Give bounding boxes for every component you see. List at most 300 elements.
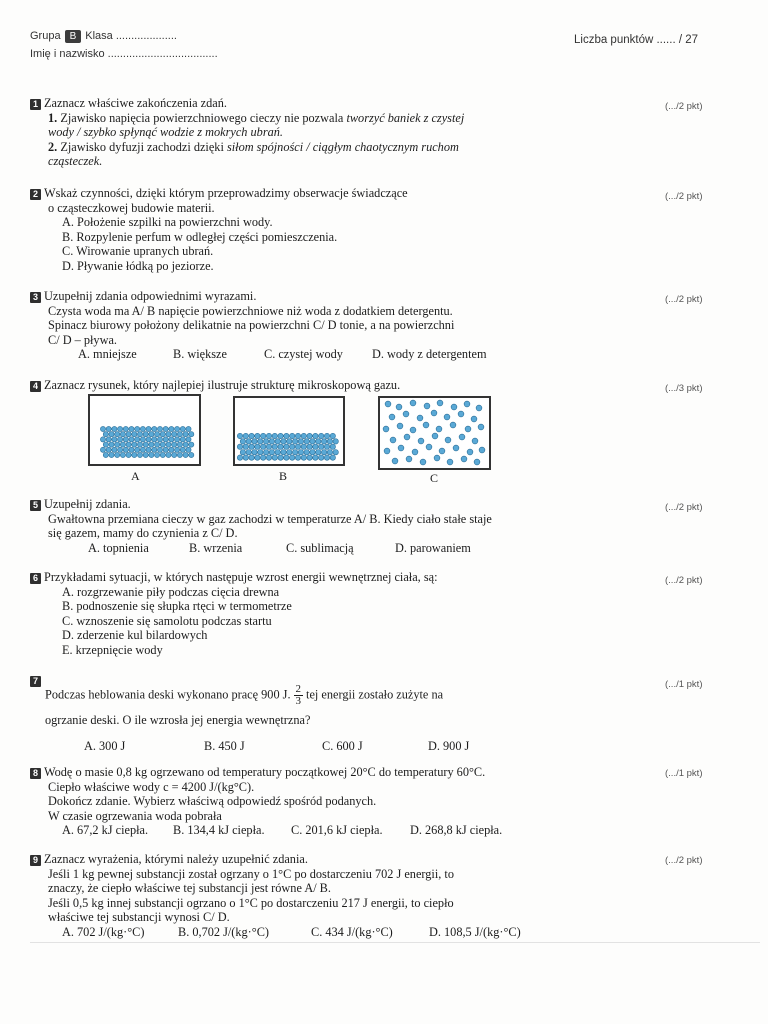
particle — [100, 447, 105, 452]
particle — [120, 452, 125, 457]
particle — [183, 432, 188, 437]
figure-a-liquid-packed[interactable] — [88, 394, 201, 466]
particle — [330, 444, 335, 449]
question-1 — [30, 96, 590, 169]
particle — [384, 448, 390, 454]
answer-option[interactable]: C. 600 J — [322, 739, 363, 754]
particle — [175, 437, 180, 442]
particle — [479, 447, 485, 453]
statement-line: Spinacz biurowy położony delikatnie na powierzchni C/ D tonie, a na powierzchni — [48, 318, 455, 333]
particle — [157, 426, 162, 431]
particle — [106, 426, 111, 431]
particle — [118, 437, 123, 442]
particle — [266, 433, 271, 438]
particle — [143, 452, 148, 457]
particle — [301, 455, 306, 460]
answer-option[interactable]: A. 300 J — [84, 739, 126, 754]
particle — [290, 455, 295, 460]
particle — [175, 447, 180, 452]
answer-option[interactable]: A. 702 J/(kg·°C) — [62, 924, 145, 939]
particle — [316, 439, 321, 444]
particle — [272, 433, 277, 438]
particle — [327, 439, 332, 444]
particle — [390, 437, 396, 443]
answer-option[interactable]: E. krzepnięcie wody — [62, 642, 163, 657]
particle — [424, 403, 430, 409]
particle — [321, 439, 326, 444]
answer-choice[interactable]: siłom spójności / ciągłym chaotycznym ruchom — [226, 139, 459, 154]
particle — [478, 424, 484, 430]
particle — [177, 442, 182, 447]
statement-line: Jeśli 0,5 kg innej substancji ogrzano o 1°C po dostarczeniu 217 J energii, to ciepło — [48, 895, 454, 910]
particle — [324, 444, 329, 449]
particle — [132, 432, 137, 437]
particle — [149, 442, 154, 447]
particle — [149, 432, 154, 437]
particle — [135, 447, 140, 452]
particle — [313, 433, 318, 438]
particle — [410, 400, 416, 406]
points-label: (.../2 pkt) — [665, 101, 703, 112]
fraction-numerator: 2 — [295, 682, 302, 695]
particle — [403, 411, 409, 417]
particle — [106, 447, 111, 452]
particle — [115, 432, 120, 437]
particle — [258, 439, 263, 444]
answer-option[interactable]: A. mniejsze — [78, 347, 137, 362]
particle — [123, 437, 128, 442]
particle — [467, 449, 473, 455]
particle — [115, 452, 120, 457]
statement-line: Dokończ zdanie. Wybierz właściwą odpowiedź spośród podanych. — [48, 794, 377, 809]
points-label: (.../2 pkt) — [665, 575, 703, 586]
particle — [307, 455, 312, 460]
particle — [172, 452, 177, 457]
particle — [472, 438, 478, 444]
particle — [149, 452, 154, 457]
particle — [169, 426, 174, 431]
particle — [135, 426, 140, 431]
particles-b — [235, 398, 343, 464]
answer-option[interactable]: D. 900 J — [428, 739, 470, 754]
particle — [266, 444, 271, 449]
question-intro: Uzupełnij zdania odpowiednimi wyrazami. — [44, 289, 257, 303]
particle — [418, 438, 424, 444]
question-intro: Wskaż czynności, dzięki którym przeprowadzimy obserwacje świadczące — [44, 186, 408, 200]
question-9 — [30, 852, 590, 940]
particle — [118, 426, 123, 431]
particle — [143, 442, 148, 447]
particle — [146, 437, 151, 442]
particle — [120, 442, 125, 447]
particle — [189, 452, 194, 457]
particle — [166, 452, 171, 457]
answer-option[interactable]: A. rozgrzewanie piły podczas cięcia drewna — [62, 584, 280, 599]
answer-option[interactable]: C. wznoszenie się samolotu podczas startu — [62, 613, 272, 628]
particle — [453, 445, 459, 451]
particle — [307, 433, 312, 438]
particle — [333, 439, 338, 444]
particle — [109, 442, 114, 447]
particle — [177, 432, 182, 437]
answer-option[interactable]: D. zderzenie kul bilardowych — [62, 628, 208, 643]
particle — [109, 432, 114, 437]
particle — [417, 415, 423, 421]
particle — [319, 433, 324, 438]
particle — [412, 449, 418, 455]
particle — [261, 455, 266, 460]
particle — [465, 426, 471, 432]
particle — [112, 426, 117, 431]
particle — [459, 434, 465, 440]
particle — [180, 437, 185, 442]
question-number: 4 — [30, 381, 41, 392]
points-label: (.../1 pkt) — [665, 768, 703, 779]
particle — [284, 433, 289, 438]
particle — [445, 437, 451, 443]
particle — [166, 442, 171, 447]
answer-option[interactable]: B. większe — [173, 347, 227, 362]
question-number: 2 — [30, 189, 41, 200]
particle — [155, 442, 160, 447]
particle — [304, 439, 309, 444]
particle — [447, 459, 453, 465]
particle — [398, 445, 404, 451]
particle — [129, 426, 134, 431]
fraction-two-thirds — [294, 684, 304, 707]
question-intro: Zaznacz właściwe zakończenia zdań. — [44, 96, 227, 110]
particle — [261, 444, 266, 449]
particle — [169, 447, 174, 452]
particle — [183, 452, 188, 457]
particle — [143, 432, 148, 437]
particle — [152, 426, 157, 431]
particle — [180, 426, 185, 431]
particle — [261, 433, 266, 438]
particle — [237, 455, 242, 460]
answer-option[interactable]: A. topnienia — [88, 540, 149, 555]
figure-c-gas[interactable] — [378, 396, 491, 470]
answer-option[interactable]: D. 108,5 J/(kg·°C) — [429, 924, 521, 939]
answer-option[interactable]: D. wody z detergentem — [372, 347, 487, 362]
answer-option[interactable]: B. 134,4 kJ ciepła. — [173, 823, 265, 838]
particle — [237, 433, 242, 438]
answer-option[interactable]: D. 268,8 kJ ciepła. — [410, 823, 503, 838]
particle — [163, 447, 168, 452]
sentence-number: 2. — [48, 139, 58, 154]
particle — [100, 437, 105, 442]
answer-option[interactable]: B. 450 J — [204, 739, 245, 754]
particle — [275, 439, 280, 444]
particle — [186, 426, 191, 431]
particle — [436, 426, 442, 432]
particle — [389, 414, 395, 420]
statement-line: znaczy, że ciepło właściwe tej substancji jest równe A/ B. — [48, 881, 331, 896]
question-3 — [30, 289, 590, 362]
particle — [406, 456, 412, 462]
particle — [321, 450, 326, 455]
particle — [152, 437, 157, 442]
question-number: 1 — [30, 99, 41, 110]
fraction-denominator: 3 — [295, 694, 302, 707]
statement-line: Jeśli 1 kg pewnej substancji został ogrzany o 1°C po dostarczeniu 702 J energii, to — [48, 866, 454, 881]
particle — [103, 432, 108, 437]
particle — [249, 444, 254, 449]
particle — [290, 433, 295, 438]
answer-option[interactable]: C. Wirowanie upranych ubrań. — [62, 244, 214, 259]
sentence-text: Zjawisko dyfuzji zachodzi dzięki — [60, 139, 224, 154]
statement-line: Czysta woda ma A/ B napięcie powierzchniowe niż woda z dodatkiem detergentu. — [48, 303, 453, 318]
particle — [324, 433, 329, 438]
particle — [383, 426, 389, 432]
particle — [278, 455, 283, 460]
particle — [126, 432, 131, 437]
particle — [160, 432, 165, 437]
particle — [112, 447, 117, 452]
particle — [397, 423, 403, 429]
answer-option[interactable]: B. podnoszenie się słupka rtęci w termometrze — [62, 599, 292, 614]
student-name-line: Imię i nazwisko .................................... — [30, 48, 218, 60]
points-label: (.../2 pkt) — [665, 855, 703, 866]
particle — [476, 405, 482, 411]
answer-choice[interactable]: tworzyć baniek z czystej — [346, 110, 465, 125]
statement-line: Gwałtowna przemiana cieczy w gaz zachodzi w temperaturze A/ B. Kiedy ciało stałe staje — [48, 511, 492, 526]
answer-choice[interactable]: wody / szybko spłynąć wodzie z mokrych ubrań. — [48, 125, 283, 140]
particle — [310, 450, 315, 455]
particle — [118, 447, 123, 452]
particle — [163, 426, 168, 431]
particle — [301, 433, 306, 438]
statement-line: właściwe tej substancji wynosi C/ D. — [48, 910, 230, 925]
particle — [189, 432, 194, 437]
particle — [123, 447, 128, 452]
particle — [431, 410, 437, 416]
particle — [313, 444, 318, 449]
particle — [313, 455, 318, 460]
particle — [255, 433, 260, 438]
particle — [420, 459, 426, 465]
particle — [126, 442, 131, 447]
statement-line: Ciepło właściwe wody c = 4200 J/(kg°C). — [48, 779, 255, 794]
particle — [100, 426, 105, 431]
particle — [129, 447, 134, 452]
particle — [295, 444, 300, 449]
particle — [155, 452, 160, 457]
particle — [404, 434, 410, 440]
particle — [266, 455, 271, 460]
question-text: Podczas heblowania deski wykonano pracę 900 J. — [45, 686, 291, 701]
question-text: ogrzanie deski. O ile wzrosła jej energia wewnętrzna? — [45, 712, 311, 727]
answer-option[interactable]: B. 0,702 J/(kg·°C) — [178, 924, 269, 939]
particle — [330, 455, 335, 460]
answer-option[interactable]: B. wrzenia — [189, 540, 243, 555]
question-number: 9 — [30, 855, 41, 866]
particle — [464, 401, 470, 407]
particle — [298, 450, 303, 455]
question-intro: Zaznacz rysunek, który najlepiej ilustruje strukturę mikroskopową gazu. — [44, 378, 401, 392]
particle — [275, 450, 280, 455]
particle — [166, 432, 171, 437]
answer-option[interactable]: C. 201,6 kJ ciepła. — [291, 823, 383, 838]
particle — [163, 437, 168, 442]
particle — [252, 450, 257, 455]
particle — [269, 450, 274, 455]
particle — [155, 432, 160, 437]
particle — [439, 448, 445, 454]
particle — [109, 452, 114, 457]
points-label: (.../2 pkt) — [665, 502, 703, 513]
question-number: 3 — [30, 292, 41, 303]
particle — [146, 426, 151, 431]
question-number: 6 — [30, 573, 41, 584]
particle — [434, 455, 440, 461]
question-7 — [30, 673, 590, 754]
particle — [172, 442, 177, 447]
answer-choice[interactable]: cząsteczek. — [48, 154, 103, 169]
particle — [135, 437, 140, 442]
particle — [284, 444, 289, 449]
particle — [263, 450, 268, 455]
particles-a — [90, 396, 199, 464]
sentence-number: 1. — [48, 110, 58, 125]
particle — [132, 442, 137, 447]
particle — [298, 439, 303, 444]
particle — [146, 447, 151, 452]
question-intro-cont: o cząsteczkowej budowie materii. — [48, 200, 215, 215]
page-fold-line — [30, 942, 760, 943]
particle — [180, 447, 185, 452]
question-intro: Uzupełnij zdania. — [44, 497, 131, 511]
particle — [120, 432, 125, 437]
particle — [255, 455, 260, 460]
particle — [458, 411, 464, 417]
particle — [103, 442, 108, 447]
particle — [319, 455, 324, 460]
particle — [295, 455, 300, 460]
particle — [160, 452, 165, 457]
points-label: (.../2 pkt) — [665, 294, 703, 305]
particle — [281, 439, 286, 444]
statement-line: C/ D – pływa. — [48, 332, 117, 347]
particle — [186, 437, 191, 442]
particle — [327, 450, 332, 455]
particle — [175, 426, 180, 431]
particle — [137, 432, 142, 437]
question-number: 8 — [30, 768, 41, 779]
particle — [137, 452, 142, 457]
particle — [140, 437, 145, 442]
particle — [129, 437, 134, 442]
answer-option[interactable]: A. Położenie szpilki na powierzchni wody. — [62, 215, 273, 230]
class-label: Klasa .................... — [85, 30, 177, 42]
figure-label-a: A — [131, 469, 140, 483]
statement-line: W czasie ogrzewania woda pobrała — [48, 808, 222, 823]
particle — [392, 458, 398, 464]
particle — [426, 444, 432, 450]
particle — [290, 444, 295, 449]
particle — [160, 442, 165, 447]
particle — [258, 450, 263, 455]
question-8 — [30, 765, 590, 838]
particle — [310, 439, 315, 444]
answer-option[interactable]: D. parowaniem — [395, 540, 471, 555]
particle — [237, 444, 242, 449]
answer-option[interactable]: C. czystej wody — [264, 347, 343, 362]
particle — [243, 444, 248, 449]
statement-line: się gazem, mamy do czynienia z C/ D. — [48, 526, 238, 541]
points-label: (.../1 pkt) — [665, 679, 703, 690]
question-text: tej energii zostało zużyte na — [306, 686, 444, 701]
particle — [307, 444, 312, 449]
particle — [304, 450, 309, 455]
particle — [292, 439, 297, 444]
particle — [157, 437, 162, 442]
question-intro: Przykładami sytuacji, w których następuje wzrost energii wewnętrznej ciała, są: — [44, 570, 438, 584]
question-number: 5 — [30, 500, 41, 511]
particle — [316, 450, 321, 455]
particle — [263, 439, 268, 444]
particle — [396, 404, 402, 410]
particle — [324, 455, 329, 460]
particle — [132, 452, 137, 457]
particle — [112, 437, 117, 442]
particle — [140, 447, 145, 452]
particle — [281, 450, 286, 455]
figure-label-c: C — [430, 471, 439, 485]
particle — [137, 442, 142, 447]
question-5 — [30, 497, 590, 555]
particle — [177, 452, 182, 457]
particle — [278, 433, 283, 438]
particle — [246, 450, 251, 455]
particle — [169, 437, 174, 442]
question-6 — [30, 570, 590, 658]
particle — [437, 400, 443, 406]
particle — [123, 426, 128, 431]
answer-option[interactable]: B. Rozpylenie perfum w odległej części pomieszczenia. — [62, 229, 338, 244]
sentence-text: Zjawisko napięcia powierzchniowego cieczy nie pozwala — [60, 110, 344, 125]
answer-option[interactable]: C. sublimacją — [286, 540, 354, 555]
answer-option[interactable]: A. 67,2 kJ ciepła. — [62, 823, 149, 838]
particle — [451, 404, 457, 410]
particle — [152, 447, 157, 452]
particle — [319, 444, 324, 449]
particle — [444, 414, 450, 420]
particle — [243, 433, 248, 438]
particle — [252, 439, 257, 444]
particle — [292, 450, 297, 455]
score-total: Liczba punktów ...... / 27 — [574, 34, 699, 46]
particle — [255, 444, 260, 449]
figure-b-liquid-layer[interactable] — [233, 396, 345, 466]
answer-option[interactable]: C. 434 J/(kg·°C) — [311, 924, 393, 939]
particle — [330, 433, 335, 438]
particle — [287, 439, 292, 444]
particle — [284, 455, 289, 460]
particle — [295, 433, 300, 438]
question-4 — [30, 378, 590, 393]
particle — [126, 452, 131, 457]
particle — [333, 450, 338, 455]
particle — [385, 401, 391, 407]
answer-option[interactable]: D. Pływanie łódką po jeziorze. — [62, 258, 214, 273]
particle — [240, 450, 245, 455]
particle — [186, 447, 191, 452]
particle — [249, 433, 254, 438]
figure-label-b: B — [279, 469, 288, 483]
particle — [106, 437, 111, 442]
particle — [240, 439, 245, 444]
